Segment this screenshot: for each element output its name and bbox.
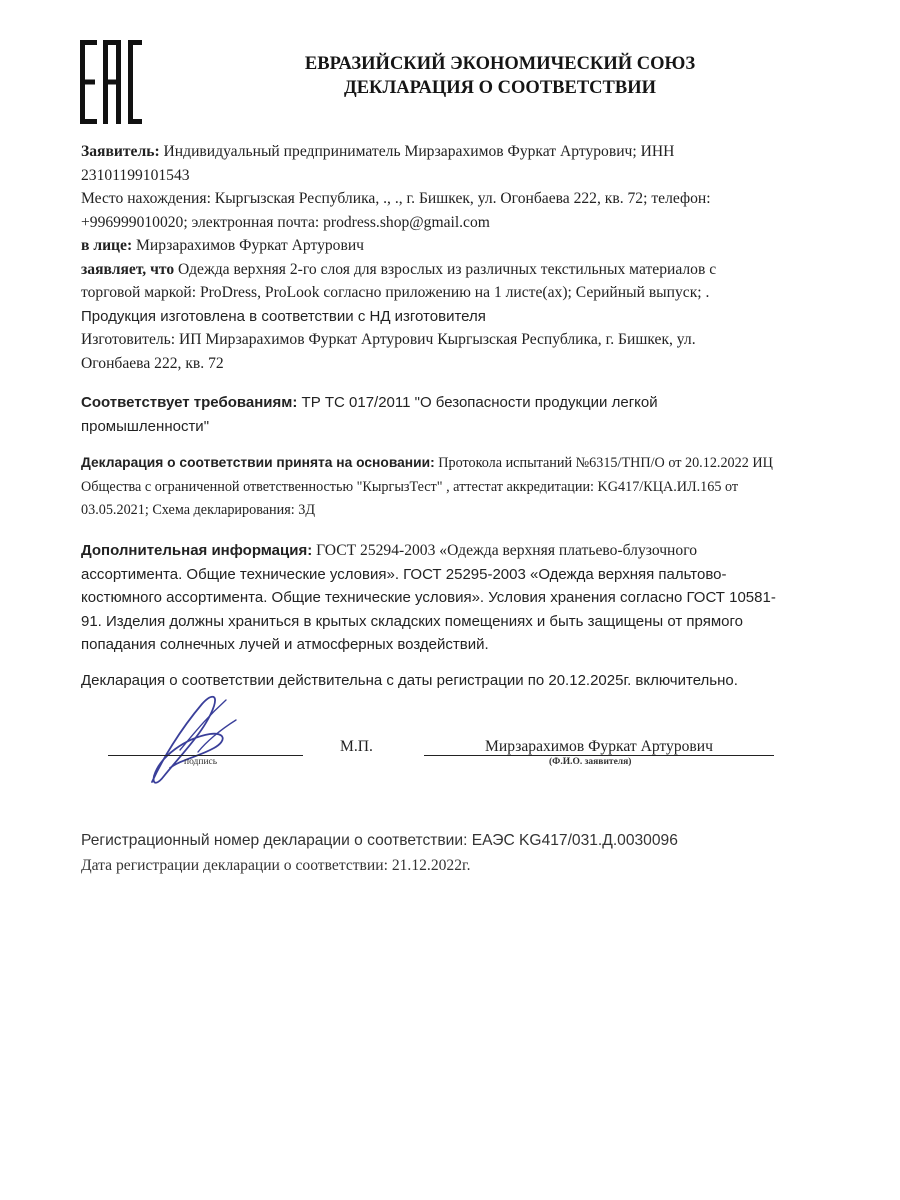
header-declaration-title: ДЕКЛАРАЦИЯ О СООТВЕТСТВИИ [343, 78, 657, 98]
additional-info-block [81, 539, 811, 657]
additional-text-2: ассортимента. Общие технические условия». ГОСТ 25295-2003 «Одежда верхняя пальтово- [81, 565, 727, 583]
basis-lab: Общества с ограниченной ответственностью "КыргызТест" , аттестат аккредитации: KG417/КЦА.ИЛ.165 от [81, 478, 739, 495]
declares-text: Одежда верхняя 2-го слоя для взрослых из различных текстильных материалов с [174, 260, 717, 278]
basis-block [81, 451, 811, 523]
requirements-text-cont: промышленности" [81, 417, 210, 435]
registration-number: Регистрационный номер декларации о соответствии: ЕАЭС KG417/031.Д.0030096 [81, 832, 678, 849]
signer-name-line [424, 755, 774, 756]
registration-block [81, 828, 678, 878]
applicant-contacts: +996999010020; электронная почта: prodress.shop@gmail.com [81, 213, 490, 231]
applicant-label: Заявитель: [81, 143, 160, 160]
declares-manufacturer-address: Огонбаева 222, кв. 72 [81, 354, 224, 372]
additional-text-4: 91. Изделия должны храниться в крытых складских помещениях и быть защищены от прямого [81, 612, 743, 630]
requirements-text: ТР ТС 017/2011 "О безопасности продукции легкой [297, 394, 658, 411]
basis-label: Декларация о соответствии принята на основании: [81, 455, 435, 470]
header-union-title: ЕВРАЗИЙСКИЙ ЭКОНОМИЧЕСКИЙ СОЮЗ [304, 54, 696, 74]
document-header [180, 52, 820, 100]
requirements-block [81, 391, 811, 438]
basis-scheme: 03.05.2021; Схема декларирования: 3Д [81, 502, 315, 518]
handwritten-signature-icon [140, 690, 250, 790]
declares-trademark: торговой маркой: ProDress, ProLook согласно приложению на 1 листе(ах); Серийный выпуск; . [81, 284, 710, 301]
additional-text-3: костюмного ассортимента. Общие технические условия». Условия хранения согласно ГОСТ 10581- [81, 589, 776, 606]
applicant-address: Место нахождения: Кыргызская Республика, ., ., г. Бишкек, ул. Огонбаева 222, кв. 72; телефон: [81, 190, 711, 207]
signer-caption: (Ф.И.О. заявителя) [549, 757, 632, 767]
requirements-label: Соответствует требованиям: [81, 394, 298, 411]
representative-name: Мирзарахимов Фуркат Артурович [132, 237, 365, 254]
signature-caption: подпись [184, 757, 218, 767]
declares-label: заявляет, что [81, 260, 175, 278]
stamp-placeholder: М.П. [340, 738, 373, 755]
representative-label: в лице: [81, 237, 133, 254]
additional-label: Дополнительная информация: [81, 542, 313, 559]
signature-line [108, 755, 303, 756]
applicant-block [81, 140, 811, 375]
basis-text: Протокола испытаний №6315/ТНП/О от 20.12.2022 ИЦ [434, 455, 773, 471]
additional-text-5: попадания солнечных лучей и атмосферных воздействий. [81, 636, 489, 653]
registration-date: Дата регистрации декларации о соответствии: 21.12.2022г. [81, 857, 471, 874]
eac-logo-icon [80, 40, 142, 124]
validity-text: Декларация о соответствии действительна с даты регистрации по 20.12.2025г. включительно. [81, 672, 738, 689]
declares-production: Продукция изготовлена в соответствии с НД изготовителя [81, 307, 486, 325]
applicant-inn: 23101199101543 [81, 166, 190, 184]
signer-name: Мирзарахимов Фуркат Артурович [485, 738, 713, 755]
additional-text: ГОСТ 25294-2003 «Одежда верхняя платьево-блузочного [312, 542, 698, 559]
validity-statement [81, 669, 811, 693]
declares-manufacturer: Изготовитель: ИП Мирзарахимов Фуркат Артурович Кыргызская Республика, г. Бишкек, ул. [81, 331, 696, 348]
applicant-text: Индивидуальный предприниматель Мирзарахимов Фуркат Артурович; ИНН [159, 143, 675, 160]
